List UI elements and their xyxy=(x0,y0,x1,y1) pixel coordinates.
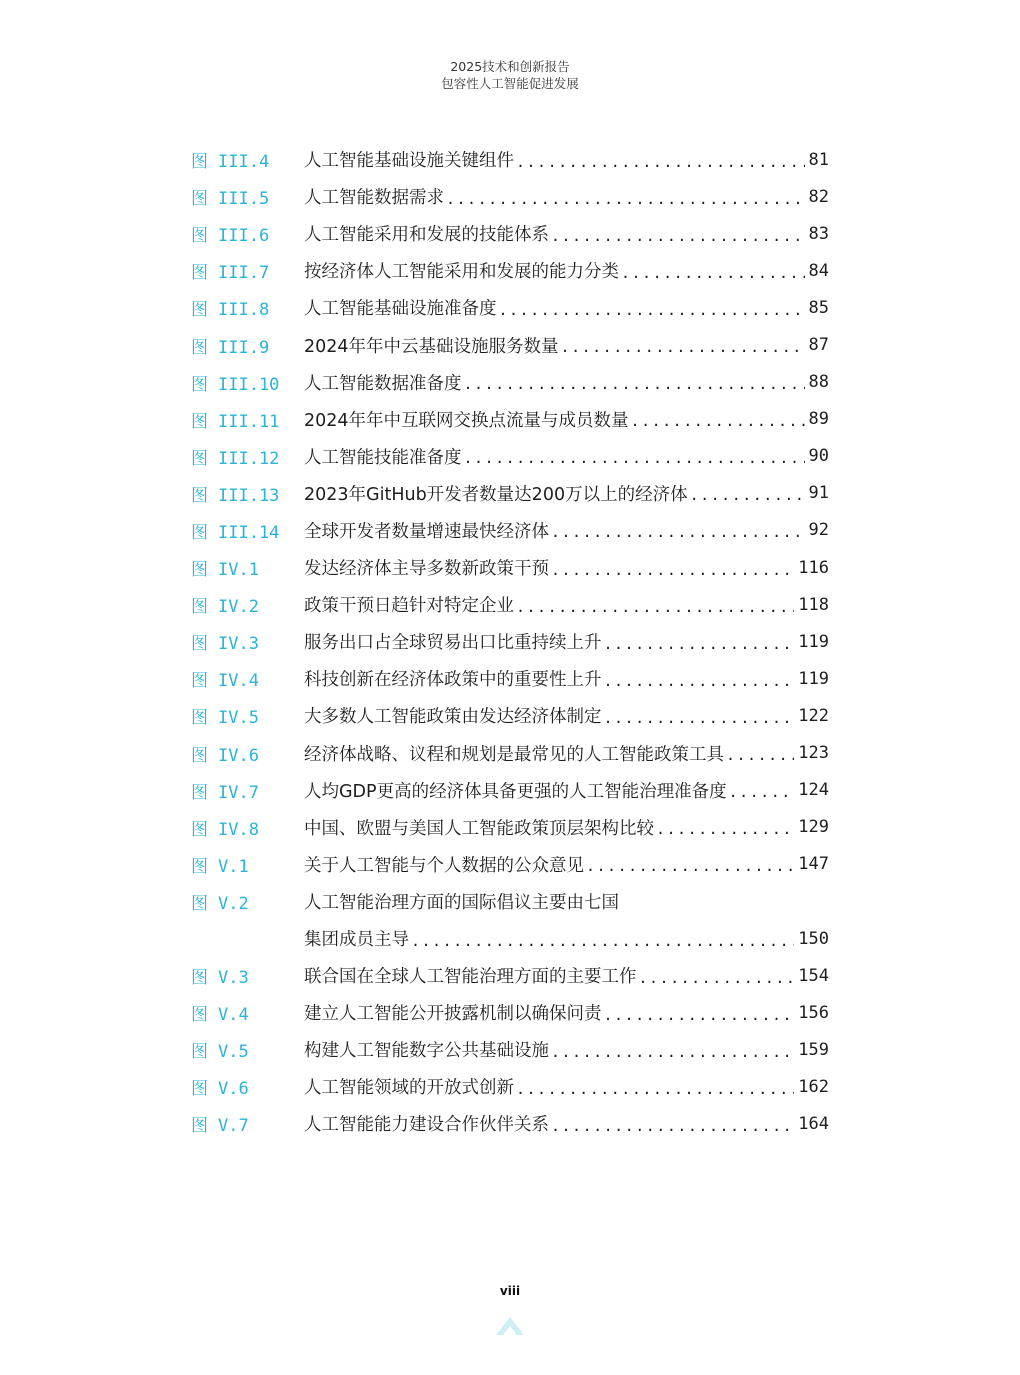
figure-keyword: 图 xyxy=(191,1042,208,1063)
toc-entry[interactable] xyxy=(191,326,829,363)
entry-title: 人工智能基础设施关键组件 xyxy=(304,151,514,172)
toc-entry[interactable] xyxy=(191,883,829,920)
entry-title: 中国、欧盟与美国人工智能政策顶层架构比较 xyxy=(304,818,654,839)
entry-title: 经济体战略、议程和规划是最常见的人工智能政策工具 xyxy=(304,744,724,765)
figure-keyword: 图 xyxy=(191,448,208,469)
figure-number-value: III.5 xyxy=(218,189,270,210)
figure-number xyxy=(191,703,304,728)
dot-leader xyxy=(516,598,794,616)
entry-title: 关于人工智能与个人数据的公众意见 xyxy=(304,855,584,876)
figure-keyword: 图 xyxy=(191,226,208,247)
figure-number-value: III.9 xyxy=(218,337,270,358)
figure-number-value: V.6 xyxy=(218,1079,249,1100)
figure-number xyxy=(191,889,304,914)
figure-keyword: 图 xyxy=(191,411,208,432)
entry-title: 科技创新在经济体政策中的重要性上升 xyxy=(304,670,602,691)
entry-title: 大多数人工智能政策由发达经济体制定 xyxy=(304,707,602,728)
figure-number-value: III.8 xyxy=(218,300,270,321)
dot-leader xyxy=(516,153,805,171)
figure-number xyxy=(191,741,304,766)
figure-keyword: 图 xyxy=(191,337,208,358)
toc-entry[interactable] xyxy=(191,1031,829,1068)
entry-page-number: 84 xyxy=(808,260,829,281)
figure-number-value: III.11 xyxy=(218,411,280,432)
toc-entry[interactable] xyxy=(191,549,829,586)
figure-number xyxy=(191,407,304,432)
dot-leader xyxy=(551,523,805,541)
entry-page-number: 118 xyxy=(798,594,829,615)
toc-entry[interactable] xyxy=(191,772,829,809)
figure-keyword: 图 xyxy=(191,300,208,321)
entry-page-number: 162 xyxy=(798,1076,829,1097)
dot-leader xyxy=(446,190,805,208)
figure-keyword: 图 xyxy=(191,671,208,692)
entry-page-number: 122 xyxy=(798,705,829,726)
dot-leader xyxy=(726,746,794,764)
toc-entry[interactable] xyxy=(191,401,829,438)
figure-keyword: 图 xyxy=(191,968,208,989)
dot-leader xyxy=(561,338,805,356)
figure-keyword: 图 xyxy=(191,634,208,655)
figure-number xyxy=(191,184,304,209)
entry-page-number: 88 xyxy=(808,372,829,393)
entry-page-number: 159 xyxy=(798,1039,829,1060)
dot-leader xyxy=(621,264,805,282)
entry-title: 全球开发者数量增速最快经济体 xyxy=(304,521,549,542)
entry-page-number: 124 xyxy=(798,780,829,801)
figure-number xyxy=(191,333,304,358)
toc-entry[interactable] xyxy=(191,735,829,772)
toc-entry[interactable] xyxy=(191,586,829,623)
entry-title: 服务出口占全球贸易出口比重持续上升 xyxy=(304,633,602,654)
entry-page-number: 116 xyxy=(798,557,829,578)
toc-entry[interactable] xyxy=(191,178,829,215)
toc-entry[interactable] xyxy=(191,252,829,289)
figure-number xyxy=(191,963,304,988)
figure-number-value: V.5 xyxy=(218,1042,249,1063)
figure-keyword: 图 xyxy=(191,708,208,729)
report-title: 2025技术和创新报告 xyxy=(450,59,570,74)
figure-keyword: 图 xyxy=(191,1005,208,1026)
toc-entry[interactable] xyxy=(191,364,829,401)
report-subtitle: 包容性人工智能促进发展 xyxy=(441,76,579,91)
figure-keyword: 图 xyxy=(191,856,208,877)
figure-number xyxy=(191,815,304,840)
entry-title: 构建人工智能数字公共基础设施 xyxy=(304,1041,549,1062)
entry-page-number: 129 xyxy=(798,817,829,838)
toc-entry[interactable] xyxy=(191,846,829,883)
toc-entry-continuation[interactable] xyxy=(191,920,829,957)
entry-title: 建立人工智能公开披露机制以确保问责 xyxy=(304,1004,602,1025)
dot-leader xyxy=(729,783,795,801)
figure-number xyxy=(191,1000,304,1025)
figure-number xyxy=(191,778,304,803)
entry-title: 人工智能数据需求 xyxy=(304,188,444,209)
figure-keyword: 图 xyxy=(191,189,208,210)
dot-leader xyxy=(516,1080,794,1098)
toc-entry[interactable] xyxy=(191,1068,829,1105)
dot-leader xyxy=(551,227,805,245)
figure-keyword: 图 xyxy=(191,1079,208,1100)
figure-number xyxy=(191,592,304,617)
figure-number-value: IV.5 xyxy=(218,708,259,729)
figure-keyword: 图 xyxy=(191,893,208,914)
entry-title: 2023年GitHub开发者数量达200万以上的经济体 xyxy=(304,484,688,505)
toc-entry[interactable] xyxy=(191,660,829,697)
entry-page-number: 89 xyxy=(808,409,829,430)
figure-keyword: 图 xyxy=(191,263,208,284)
figure-number-value: III.12 xyxy=(218,448,280,469)
entry-page-number: 119 xyxy=(798,631,829,652)
toc-entry[interactable] xyxy=(191,438,829,475)
figure-number-value: IV.6 xyxy=(218,745,259,766)
figure-number-value: IV.1 xyxy=(218,560,259,581)
entry-title: 政策干预日趋针对特定企业 xyxy=(304,596,514,617)
figure-number xyxy=(191,295,304,320)
entry-title: 按经济体人工智能采用和发展的能力分类 xyxy=(304,262,619,283)
dot-leader xyxy=(551,1043,794,1061)
dot-leader xyxy=(690,486,805,504)
figure-number xyxy=(191,147,304,172)
entry-page-number: 150 xyxy=(798,928,829,949)
entry-page-number: 119 xyxy=(798,668,829,689)
figure-number xyxy=(191,1074,304,1099)
toc-entry[interactable] xyxy=(191,1105,829,1142)
figure-keyword: 图 xyxy=(191,819,208,840)
entry-title-continued: 集团成员主导 xyxy=(304,930,409,951)
entry-title: 人工智能治理方面的国际倡议主要由七国 xyxy=(304,892,619,913)
figure-keyword: 图 xyxy=(191,597,208,618)
entry-title: 人工智能技能准备度 xyxy=(304,447,462,468)
figure-number-value: III.10 xyxy=(218,374,280,395)
list-of-figures xyxy=(191,141,829,1143)
entry-title: 人工智能数据准备度 xyxy=(304,373,462,394)
page-number: viii xyxy=(499,1284,521,1298)
entry-title: 发达经济体主导多数新政策干预 xyxy=(304,559,549,580)
figure-number-value: IV.4 xyxy=(218,671,259,692)
figure-number xyxy=(191,444,304,469)
figure-number-value: III.13 xyxy=(218,485,280,506)
figure-number-value: III.7 xyxy=(218,263,270,284)
toc-entry[interactable] xyxy=(191,697,829,734)
figure-keyword: 图 xyxy=(191,374,208,395)
figure-number-value: III.6 xyxy=(218,226,270,247)
figure-keyword: 图 xyxy=(191,745,208,766)
entry-page-number: 83 xyxy=(808,223,829,244)
entry-title: 人工智能领域的开放式创新 xyxy=(304,1078,514,1099)
figure-number xyxy=(191,1111,304,1136)
figure-number-value: III.14 xyxy=(218,522,280,543)
figure-keyword: 图 xyxy=(191,485,208,506)
dot-leader xyxy=(411,932,794,950)
entry-page-number: 85 xyxy=(808,297,829,318)
dot-leader xyxy=(586,857,794,875)
dot-leader xyxy=(464,449,805,467)
dot-leader xyxy=(656,820,794,838)
figure-number xyxy=(191,629,304,654)
figure-keyword: 图 xyxy=(191,782,208,803)
toc-entry[interactable] xyxy=(191,512,829,549)
figure-number-value: III.4 xyxy=(218,152,270,173)
dot-leader xyxy=(464,375,805,393)
entry-page-number: 82 xyxy=(808,186,829,207)
figure-keyword: 图 xyxy=(191,522,208,543)
running-header xyxy=(0,58,1020,92)
figure-number xyxy=(191,258,304,283)
figure-number xyxy=(191,555,304,580)
entry-page-number: 147 xyxy=(798,854,829,875)
entry-title: 2024年年中互联网交换点流量与成员数量 xyxy=(304,410,629,431)
entry-page-number: 123 xyxy=(798,743,829,764)
figure-number-value: IV.3 xyxy=(218,634,259,655)
toc-entry[interactable] xyxy=(191,289,829,326)
entry-page-number: 81 xyxy=(808,149,829,170)
toc-entry[interactable] xyxy=(191,994,829,1031)
entry-page-number: 90 xyxy=(808,446,829,467)
toc-entry[interactable] xyxy=(191,623,829,660)
dot-leader xyxy=(551,561,794,579)
chevron-up-icon xyxy=(494,1309,526,1339)
figure-keyword: 图 xyxy=(191,1116,208,1137)
dot-leader xyxy=(631,412,805,430)
figure-number xyxy=(191,518,304,543)
entry-page-number: 156 xyxy=(798,1002,829,1023)
entry-title: 人工智能能力建设合作伙伴关系 xyxy=(304,1115,549,1136)
figure-keyword: 图 xyxy=(191,560,208,581)
figure-number xyxy=(191,1037,304,1062)
figure-number-value: V.3 xyxy=(218,968,249,989)
figure-number xyxy=(191,666,304,691)
entry-page-number: 92 xyxy=(808,520,829,541)
figure-number-value: V.1 xyxy=(218,856,249,877)
figure-number-value: IV.7 xyxy=(218,782,259,803)
figure-keyword: 图 xyxy=(191,152,208,173)
entry-page-number: 91 xyxy=(808,483,829,504)
figure-number-value: IV.8 xyxy=(218,819,259,840)
figure-number-value: V.7 xyxy=(218,1116,249,1137)
toc-entry[interactable] xyxy=(191,215,829,252)
toc-entry[interactable] xyxy=(191,809,829,846)
figure-number xyxy=(191,481,304,506)
entry-page-number: 164 xyxy=(798,1113,829,1134)
figure-number-value: V.2 xyxy=(218,893,249,914)
toc-entry[interactable] xyxy=(191,957,829,994)
dot-leader xyxy=(604,672,795,690)
entry-page-number: 154 xyxy=(798,965,829,986)
figure-number xyxy=(191,852,304,877)
dot-leader xyxy=(604,1006,795,1024)
entry-page-number: 87 xyxy=(808,335,829,356)
toc-entry[interactable] xyxy=(191,141,829,178)
entry-title: 人均GDP更高的经济体具备更强的人工智能治理准备度 xyxy=(304,781,727,802)
dot-leader xyxy=(639,969,795,987)
dot-leader xyxy=(604,709,795,727)
figure-number-value: IV.2 xyxy=(218,597,259,618)
figure-number-value: V.4 xyxy=(218,1005,249,1026)
entry-title: 人工智能采用和发展的技能体系 xyxy=(304,225,549,246)
entry-title: 联合国在全球人工智能治理方面的主要工作 xyxy=(304,967,637,988)
dot-leader xyxy=(604,635,795,653)
entry-title: 2024年年中云基础设施服务数量 xyxy=(304,336,559,357)
dot-leader xyxy=(551,1117,794,1135)
dot-leader xyxy=(499,301,805,319)
toc-entry[interactable] xyxy=(191,475,829,512)
figure-number xyxy=(191,370,304,395)
entry-title: 人工智能基础设施准备度 xyxy=(304,299,497,320)
figure-number xyxy=(191,221,304,246)
